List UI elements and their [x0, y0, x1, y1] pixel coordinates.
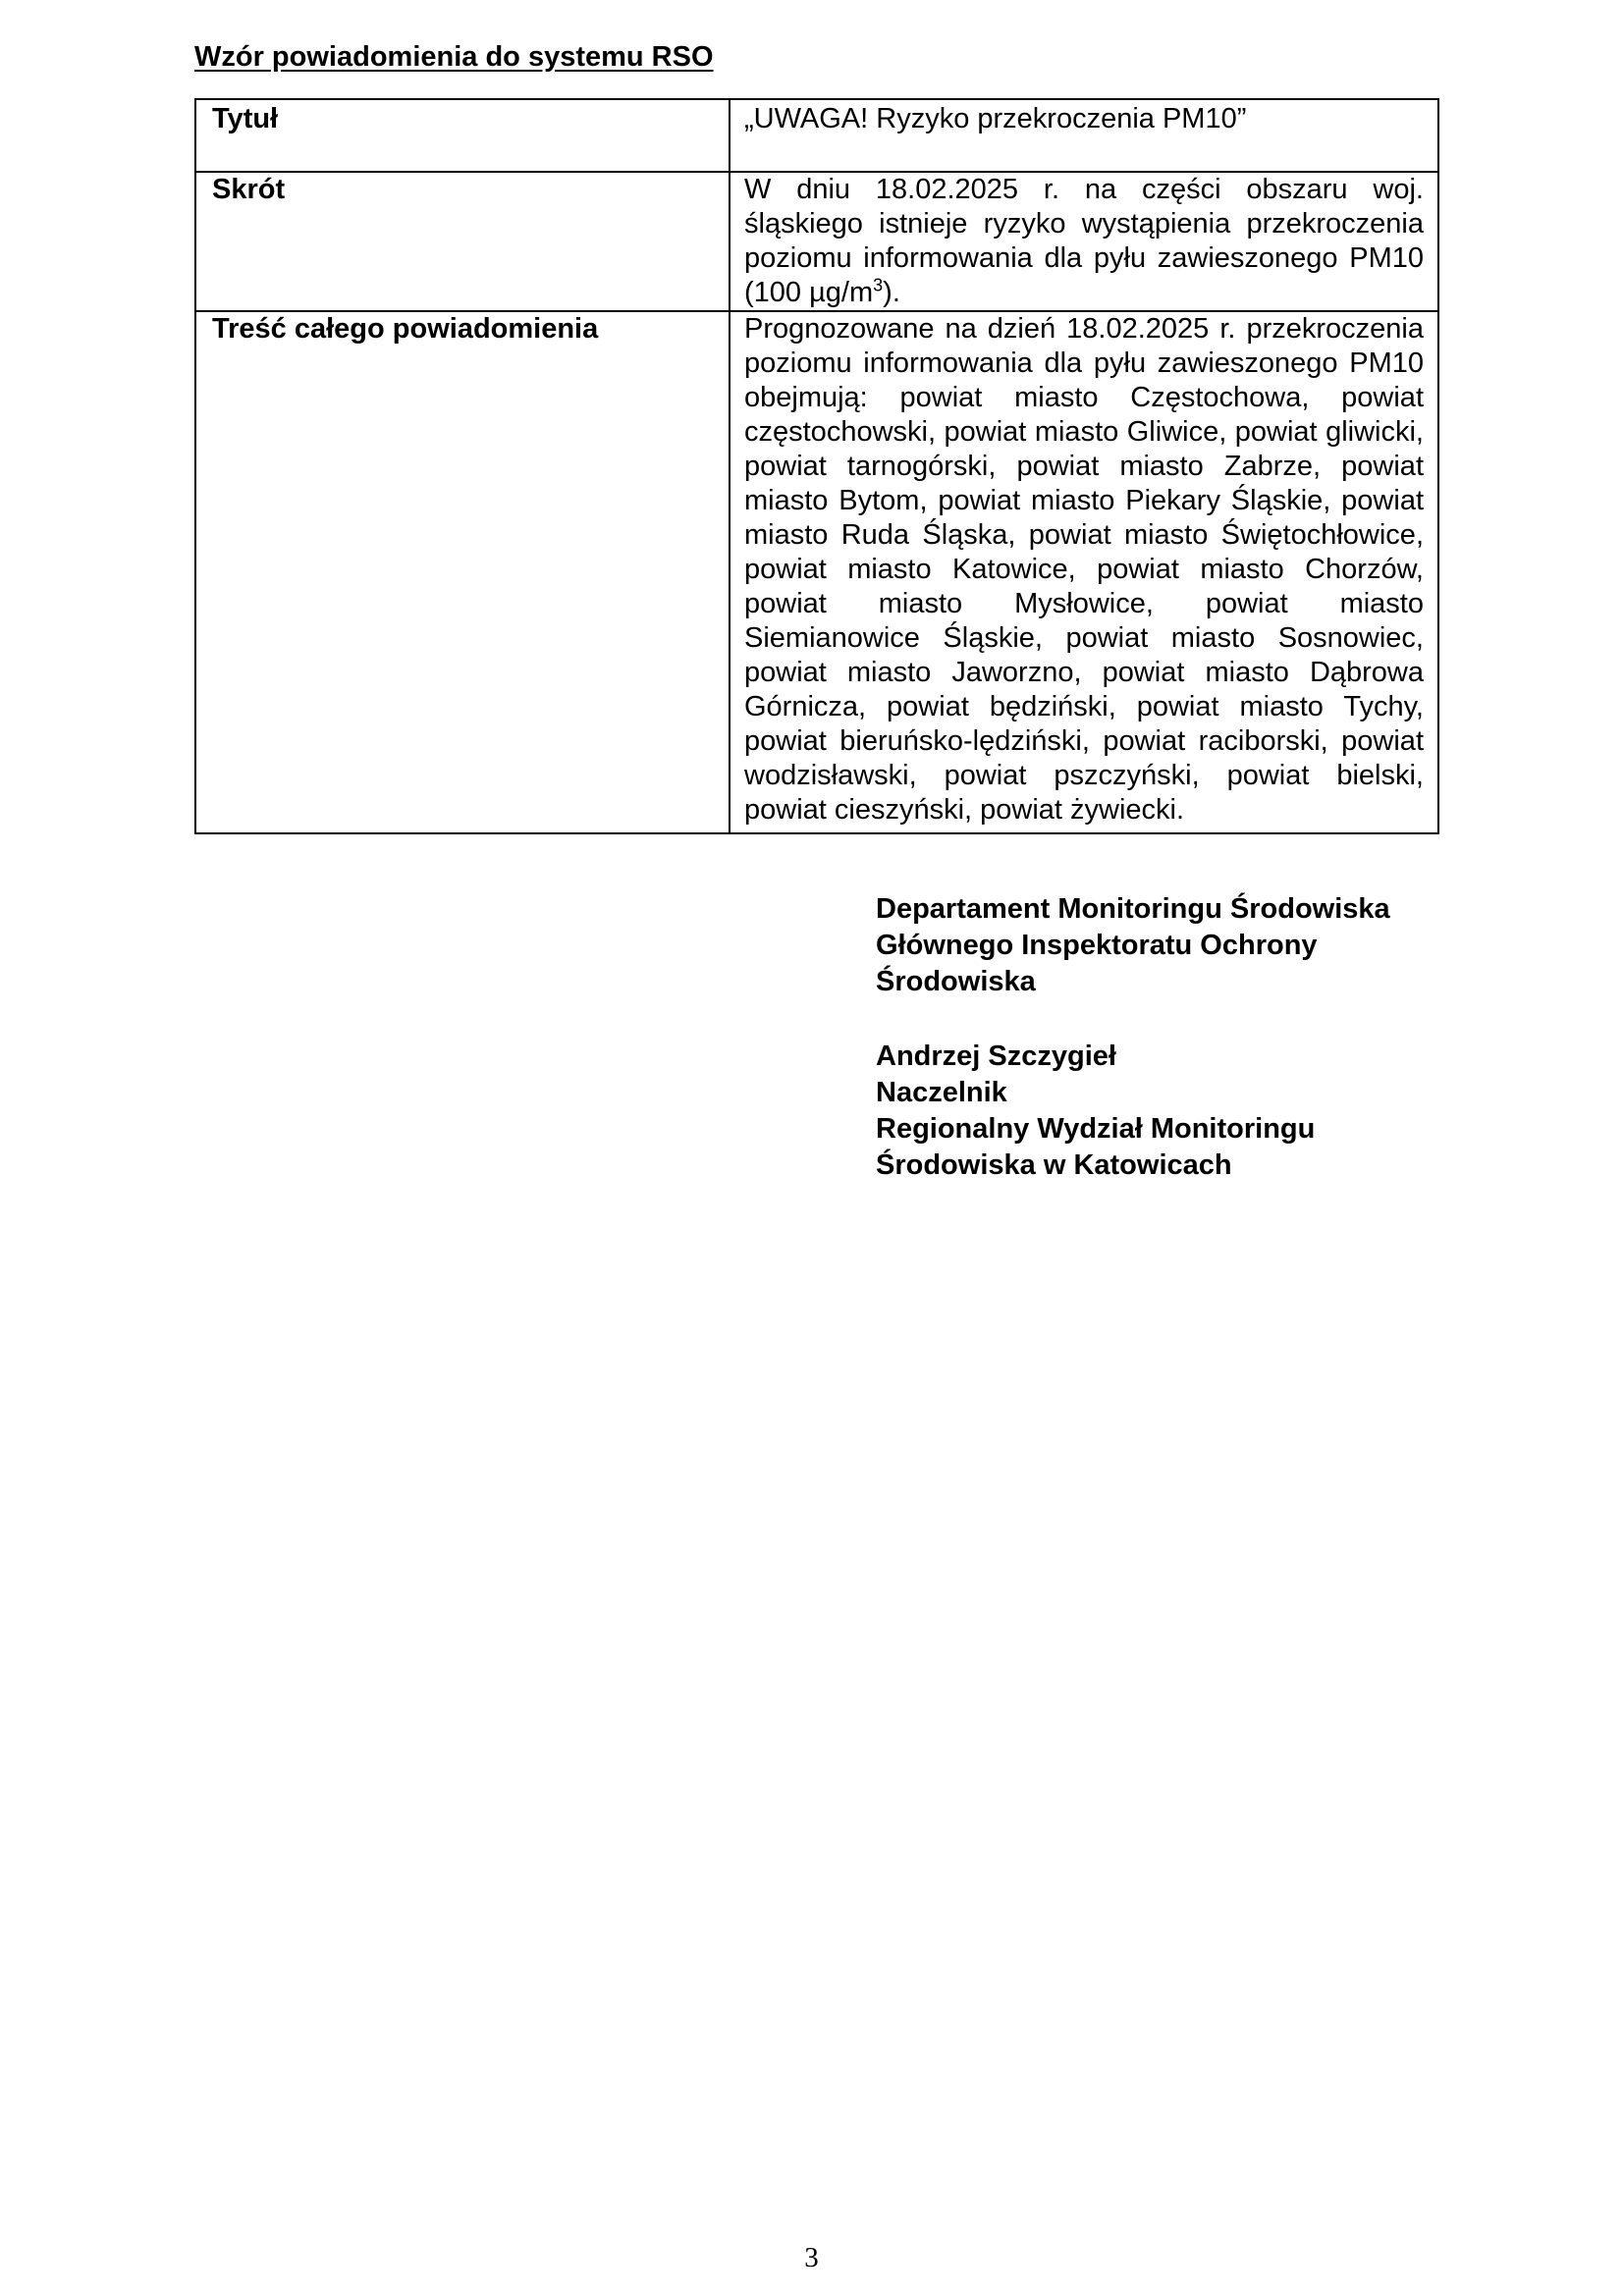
department-line: Departament Monitoringu Środowiska	[876, 893, 1390, 925]
tresc-label-cell	[195, 311, 730, 833]
title-value: „UWAGA! Ryzyko przekroczenia PM10”	[744, 103, 1247, 134]
skrot-label: Skrót	[212, 174, 286, 205]
table-row-tresc	[195, 311, 1438, 833]
tresc-value-cell	[730, 311, 1438, 833]
tresc-label: Treść całego powiadomienia	[212, 313, 599, 345]
skrot-value-cell	[730, 172, 1438, 311]
skrot-value-end: ).	[883, 277, 900, 308]
notification-table	[194, 98, 1439, 834]
table-row-title	[195, 99, 1438, 172]
signature-department	[876, 891, 1390, 1000]
page-number: 3	[804, 2242, 819, 2273]
person-unit-line: Regionalny Wydział Monitoringu	[876, 1113, 1316, 1145]
department-line: Głównego Inspektoratu Ochrony	[876, 930, 1318, 961]
person-name: Andrzej Szczygieł	[876, 1041, 1116, 1072]
tresc-value: Prognozowane na dzień 18.02.2025 r. przekroczenia poziomu informowania dla pyłu zawieszonego PM10 obejmują: powiat miasto Częstochowa, powiat częstochowski, powiat miasto Gliwice, powiat gliwicki, powiat tarnogórski, powiat miasto Zabrze, powiat miasto Bytom, powiat miasto Piekary Śląskie, powiat miasto Ruda Śląska, powiat miasto Świętochłowice, powiat miasto Katowice, powiat miasto Chorzów, powiat miasto Mysłowice, powiat miasto Siemianowice Śląskie, powiat miasto Sosnowiec, powiat miasto Jaworzno, powiat miasto Dąbrowa Górnicza, powiat będziński, powiat miasto Tychy, powiat bieruńsko-lędziński, powiat raciborski, powiat wodzisławski, powiat pszczyński, powiat bielski, powiat cieszyński, powiat żywiecki.	[744, 313, 1424, 826]
document-heading: Wzór powiadomienia do systemu RSO	[194, 41, 714, 73]
skrot-label-cell	[195, 172, 730, 311]
person-position: Naczelnik	[876, 1077, 1007, 1108]
person-unit-line: Środowiska w Katowicach	[876, 1149, 1232, 1181]
title-label-cell	[195, 99, 730, 172]
skrot-value-superscript: 3	[873, 275, 884, 295]
table-row-skrot	[195, 172, 1438, 311]
signature-person	[876, 1039, 1315, 1184]
department-line: Środowiska	[876, 966, 1036, 997]
title-label: Tytuł	[212, 103, 279, 134]
skrot-value-text: W dniu 18.02.2025 r. na części obszaru woj. śląskiego istnieje ryzyko wystąpienia przekroczenia poziomu informowania dla pyłu zawieszonego PM10 (100 µg/m	[744, 174, 1424, 308]
skrot-value	[744, 173, 1424, 310]
title-value-cell	[730, 99, 1438, 172]
